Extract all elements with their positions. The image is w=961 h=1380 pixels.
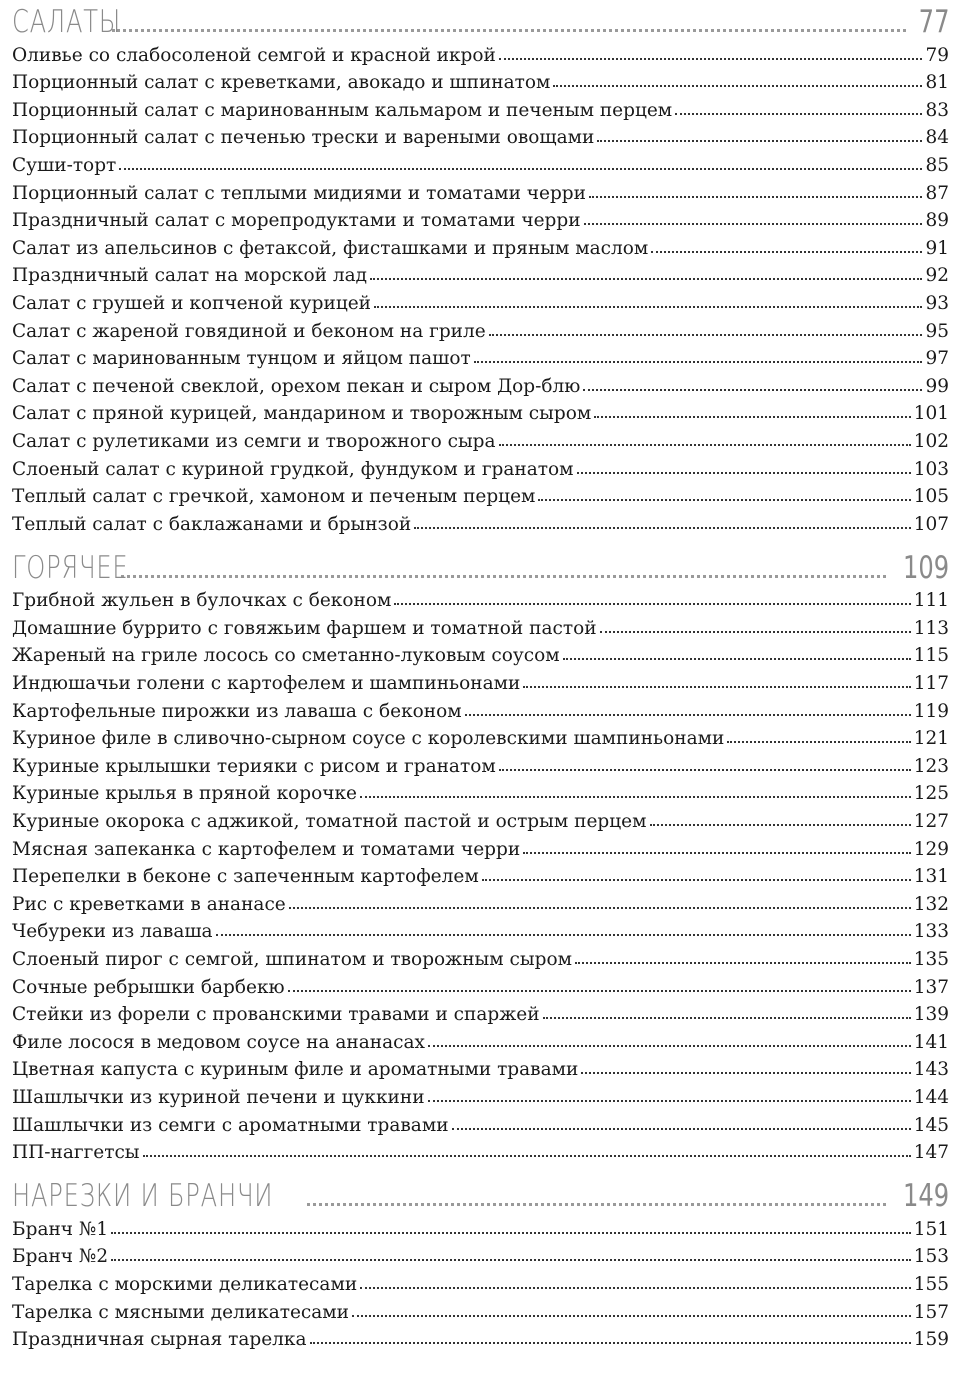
dot-leader [216, 934, 911, 936]
dot-leader [310, 1342, 911, 1344]
dot-leader [575, 962, 911, 964]
dot-leader [650, 824, 911, 826]
toc-entry[interactable] [12, 942, 949, 970]
toc-entry[interactable] [12, 1136, 949, 1164]
entry-page-number: 79 [925, 44, 949, 66]
entry-page-number: 151 [913, 1218, 949, 1240]
entry-list [12, 1212, 949, 1350]
toc-entry[interactable] [12, 860, 949, 888]
toc-entry[interactable] [12, 639, 949, 667]
section-page-number: 109 [902, 549, 949, 586]
entry-page-number: 133 [913, 921, 949, 943]
toc-entry[interactable] [12, 722, 949, 750]
entry-page-number: 89 [925, 210, 949, 232]
entry-title: Мясная запеканка с картофелем и томатами черри [12, 838, 521, 860]
entry-title: Слоеный пирог с семгой, шпинатом и творожным сыром [12, 949, 572, 970]
section-heading[interactable] [12, 1172, 949, 1215]
entry-page-number: 92 [925, 265, 949, 287]
entry-title: Шашлычки из куриной печени и цуккини [12, 1086, 425, 1108]
dot-leader [581, 1072, 910, 1074]
entry-page-number: 83 [925, 99, 949, 121]
entry-list [12, 38, 949, 535]
entry-title: Теплый салат с гречкой, хамоном и печеным перцем [12, 486, 536, 508]
entry-page-number: 97 [925, 348, 949, 370]
entry-title: Суши-торт [12, 154, 117, 176]
toc-entry[interactable] [12, 1267, 949, 1295]
entry-page-number: 153 [913, 1246, 949, 1268]
entry-page-number: 99 [925, 375, 949, 397]
entry-page-number: 131 [913, 866, 949, 888]
section-page-number: 77 [918, 4, 949, 40]
toc-entry[interactable] [12, 915, 949, 943]
dot-leader [553, 85, 922, 87]
entry-title: Праздничная сырная тарелка [12, 1329, 307, 1351]
toc-entry[interactable] [12, 611, 949, 639]
toc-entry[interactable] [12, 121, 949, 149]
entry-page-number: 147 [913, 1142, 949, 1164]
entry-title: Порционный салат с маринованным кальмаром и печеным перцем [12, 99, 673, 121]
entry-title: Куриные окорока с аджикой, томатной пастой и острым перцем [12, 811, 647, 833]
section-title: САЛАТЫ [12, 4, 121, 40]
toc-entry[interactable] [12, 452, 949, 480]
dot-leader [352, 1315, 911, 1317]
section-title: ГОРЯЧЕЕ [12, 549, 129, 586]
entry-page-number: 85 [925, 154, 949, 176]
dot-leader [307, 1203, 886, 1206]
entry-page-number: 155 [913, 1273, 949, 1295]
entry-title: Индюшачьи голени с картофелем и шампиньонами [12, 673, 521, 695]
dot-leader [288, 990, 911, 992]
toc-entry[interactable] [12, 507, 949, 535]
dot-leader [374, 306, 922, 308]
entry-title: Куриные крылышки терияки с рисом и гранатом [12, 755, 496, 777]
entry-page-number: 144 [913, 1086, 949, 1108]
entry-title: Перепелки в беконе с запеченным картофелем [12, 866, 479, 888]
table-of-contents [12, 0, 949, 1350]
entry-title: Чебуреки из лаваша [12, 921, 213, 943]
toc-entry[interactable] [12, 314, 949, 342]
toc-entry[interactable] [12, 286, 949, 314]
dot-leader [583, 389, 922, 391]
entry-page-number: 139 [913, 1004, 949, 1026]
toc-entry[interactable] [12, 397, 949, 425]
entry-page-number: 107 [913, 513, 949, 535]
dot-leader [428, 1045, 911, 1047]
entry-page-number: 105 [913, 486, 949, 508]
entry-page-number: 141 [913, 1031, 949, 1053]
entry-title: Салат с грушей и копченой курицей [12, 292, 371, 314]
toc-entry[interactable] [12, 93, 949, 121]
entry-page-number: 132 [913, 893, 949, 915]
entry-page-number: 123 [913, 755, 949, 777]
entry-page-number: 102 [913, 430, 949, 452]
entry-page-number: 113 [913, 617, 949, 639]
dot-leader [577, 472, 911, 474]
entry-title: Салат с печеной свеклой, орехом пекан и сыром Дор-блю [12, 375, 581, 397]
toc-entry[interactable] [12, 584, 949, 612]
entry-page-number: 93 [925, 292, 949, 314]
dot-leader [589, 196, 922, 198]
dot-leader [523, 686, 910, 688]
dot-leader [414, 527, 911, 529]
entry-title: Праздничный салат с морепродуктами и томатами черри [12, 210, 581, 232]
entry-title: Слоеный салат с куриной грудкой, фундуком и гранатом [12, 458, 574, 480]
entry-title: Куриное филе в сливочно-сырном соусе с королевскими шампиньонами [12, 728, 725, 750]
toc-entry[interactable] [12, 148, 949, 176]
toc-entry[interactable] [12, 1025, 949, 1053]
entry-title: Грибной жульен в булочках с беконом [12, 590, 392, 612]
section-hot-dishes [12, 544, 949, 1163]
toc-entry[interactable] [12, 666, 949, 694]
entry-title: Бранч №2 [12, 1246, 109, 1268]
entry-title: Тарелка с морскими деликатесами [12, 1273, 358, 1295]
dot-leader [651, 251, 922, 253]
entry-page-number: 111 [913, 590, 949, 612]
toc-entry[interactable] [12, 259, 949, 287]
entry-page-number: 143 [913, 1059, 949, 1081]
toc-entry[interactable] [12, 887, 949, 915]
toc-entry[interactable] [12, 1212, 949, 1240]
dot-leader [143, 1155, 911, 1157]
entry-title: Картофельные пирожки из лаваша с беконом [12, 700, 462, 722]
toc-entry[interactable] [12, 832, 949, 860]
dot-leader [360, 1287, 911, 1289]
dot-leader [121, 575, 885, 578]
section-title: НАРЕЗКИ И БРАНЧИ [12, 1178, 274, 1215]
dot-leader [538, 499, 910, 501]
entry-page-number: 117 [913, 673, 949, 695]
section-cold-cuts-brunches [12, 1172, 949, 1350]
entry-page-number: 129 [913, 838, 949, 860]
dot-leader [482, 879, 911, 881]
toc-entry[interactable] [12, 970, 949, 998]
dot-leader [594, 416, 910, 418]
dot-leader [474, 361, 923, 363]
entry-title: Стейки из форели с прованскими травами и спаржей [12, 1004, 540, 1026]
toc-entry[interactable] [12, 480, 949, 508]
entry-title: Жареный на гриле лосось со сметанно-луковым соусом [12, 645, 560, 667]
dot-leader [563, 658, 911, 660]
entry-title: Порционный салат с креветками, авокадо и шпинатом [12, 72, 551, 94]
entry-title: Цветная капуста с куриным филе и ароматными травами [12, 1059, 579, 1081]
entry-title: Тарелка с мясными деликатесами [12, 1301, 350, 1323]
dot-leader [499, 444, 911, 446]
entry-page-number: 119 [913, 700, 949, 722]
dot-leader [111, 1259, 911, 1261]
dot-leader [119, 168, 922, 170]
toc-entry[interactable] [12, 694, 949, 722]
toc-entry[interactable] [12, 38, 949, 66]
toc-entry[interactable] [12, 369, 949, 397]
section-page-number: 149 [902, 1178, 949, 1215]
entry-title: Домашние буррито с говяжьим фаршем и томатной пастой [12, 617, 597, 639]
dot-leader [489, 334, 923, 336]
toc-entry[interactable] [12, 231, 949, 259]
dot-leader [597, 140, 922, 142]
dot-leader [111, 1232, 911, 1234]
toc-entry[interactable] [12, 204, 949, 232]
toc-entry[interactable] [12, 342, 949, 370]
toc-entry[interactable] [12, 176, 949, 204]
section-salads [12, 0, 949, 535]
dot-leader [289, 907, 911, 909]
entry-page-number: 101 [913, 403, 949, 425]
entry-page-number: 159 [913, 1329, 949, 1351]
dot-leader [112, 29, 906, 32]
dot-leader [370, 278, 922, 280]
dot-leader [584, 223, 923, 225]
dot-leader [360, 796, 911, 798]
toc-entry[interactable] [12, 1240, 949, 1268]
entry-page-number: 103 [913, 458, 949, 480]
entry-page-number: 145 [913, 1114, 949, 1136]
entry-title: Порционный салат с печенью трески и вареными овощами [12, 127, 595, 149]
toc-entry[interactable] [12, 1323, 949, 1351]
toc-entry[interactable] [12, 1108, 949, 1136]
toc-entry[interactable] [12, 749, 949, 777]
dot-leader [675, 113, 922, 115]
entry-title: ПП-наггетсы [12, 1142, 140, 1164]
dot-leader [600, 631, 911, 633]
entry-list [12, 584, 949, 1163]
entry-title: Салат с жареной говядиной и беконом на гриле [12, 320, 486, 342]
dot-leader [394, 603, 910, 605]
dot-leader [543, 1017, 911, 1019]
entry-page-number: 135 [913, 949, 949, 970]
entry-title: Салат из апельсинов с фетаксой, фисташками и пряным маслом [12, 237, 649, 259]
entry-title: Филе лосося в медовом соусе на ананасах [12, 1031, 425, 1053]
dot-leader [727, 741, 910, 743]
entry-page-number: 95 [925, 320, 949, 342]
entry-title: Оливье со слабосоленой семгой и красной икрой [12, 44, 496, 66]
entry-page-number: 84 [925, 127, 949, 149]
dot-leader [428, 1100, 911, 1102]
toc-entry[interactable] [12, 424, 949, 452]
toc-entry[interactable] [12, 1295, 949, 1323]
entry-page-number: 91 [925, 237, 949, 259]
entry-title: Порционный салат с теплыми мидиями и томатами черри [12, 182, 586, 204]
entry-page-number: 87 [925, 182, 949, 204]
entry-title: Салат с маринованным тунцом и яйцом пашот [12, 348, 471, 370]
dot-leader [452, 1128, 911, 1130]
entry-page-number: 81 [925, 72, 949, 94]
dot-leader [499, 769, 911, 771]
toc-entry[interactable] [12, 1080, 949, 1108]
entry-title: Рис с креветками в ананасе [12, 893, 286, 915]
entry-title: Бранч №1 [12, 1218, 109, 1240]
dot-leader [499, 58, 923, 60]
entry-title: Салат с пряной курицей, мандарином и творожным сыром [12, 403, 592, 425]
entry-title: Праздничный салат на морской лад [12, 265, 367, 287]
entry-title: Сочные ребрышки барбекю [12, 976, 285, 998]
entry-page-number: 127 [913, 811, 949, 833]
toc-entry[interactable] [12, 66, 949, 94]
toc-entry[interactable] [12, 804, 949, 832]
section-heading[interactable] [12, 0, 949, 38]
entry-page-number: 157 [913, 1301, 949, 1323]
dot-leader [465, 714, 911, 716]
entry-title: Куриные крылья в пряной корочке [12, 783, 358, 805]
toc-entry[interactable] [12, 998, 949, 1026]
entry-title: Теплый салат с баклажанами и брынзой [12, 513, 412, 535]
toc-entry[interactable] [12, 1053, 949, 1081]
entry-page-number: 125 [913, 783, 949, 805]
entry-page-number: 121 [913, 728, 949, 750]
toc-entry[interactable] [12, 777, 949, 805]
entry-page-number: 115 [913, 645, 949, 667]
section-heading[interactable] [12, 544, 949, 584]
entry-title: Салат с рулетиками из семги и творожного сыра [12, 430, 496, 452]
dot-leader [523, 852, 910, 854]
entry-title: Шашлычки из семги с ароматными травами [12, 1114, 449, 1136]
entry-page-number: 137 [913, 976, 949, 998]
